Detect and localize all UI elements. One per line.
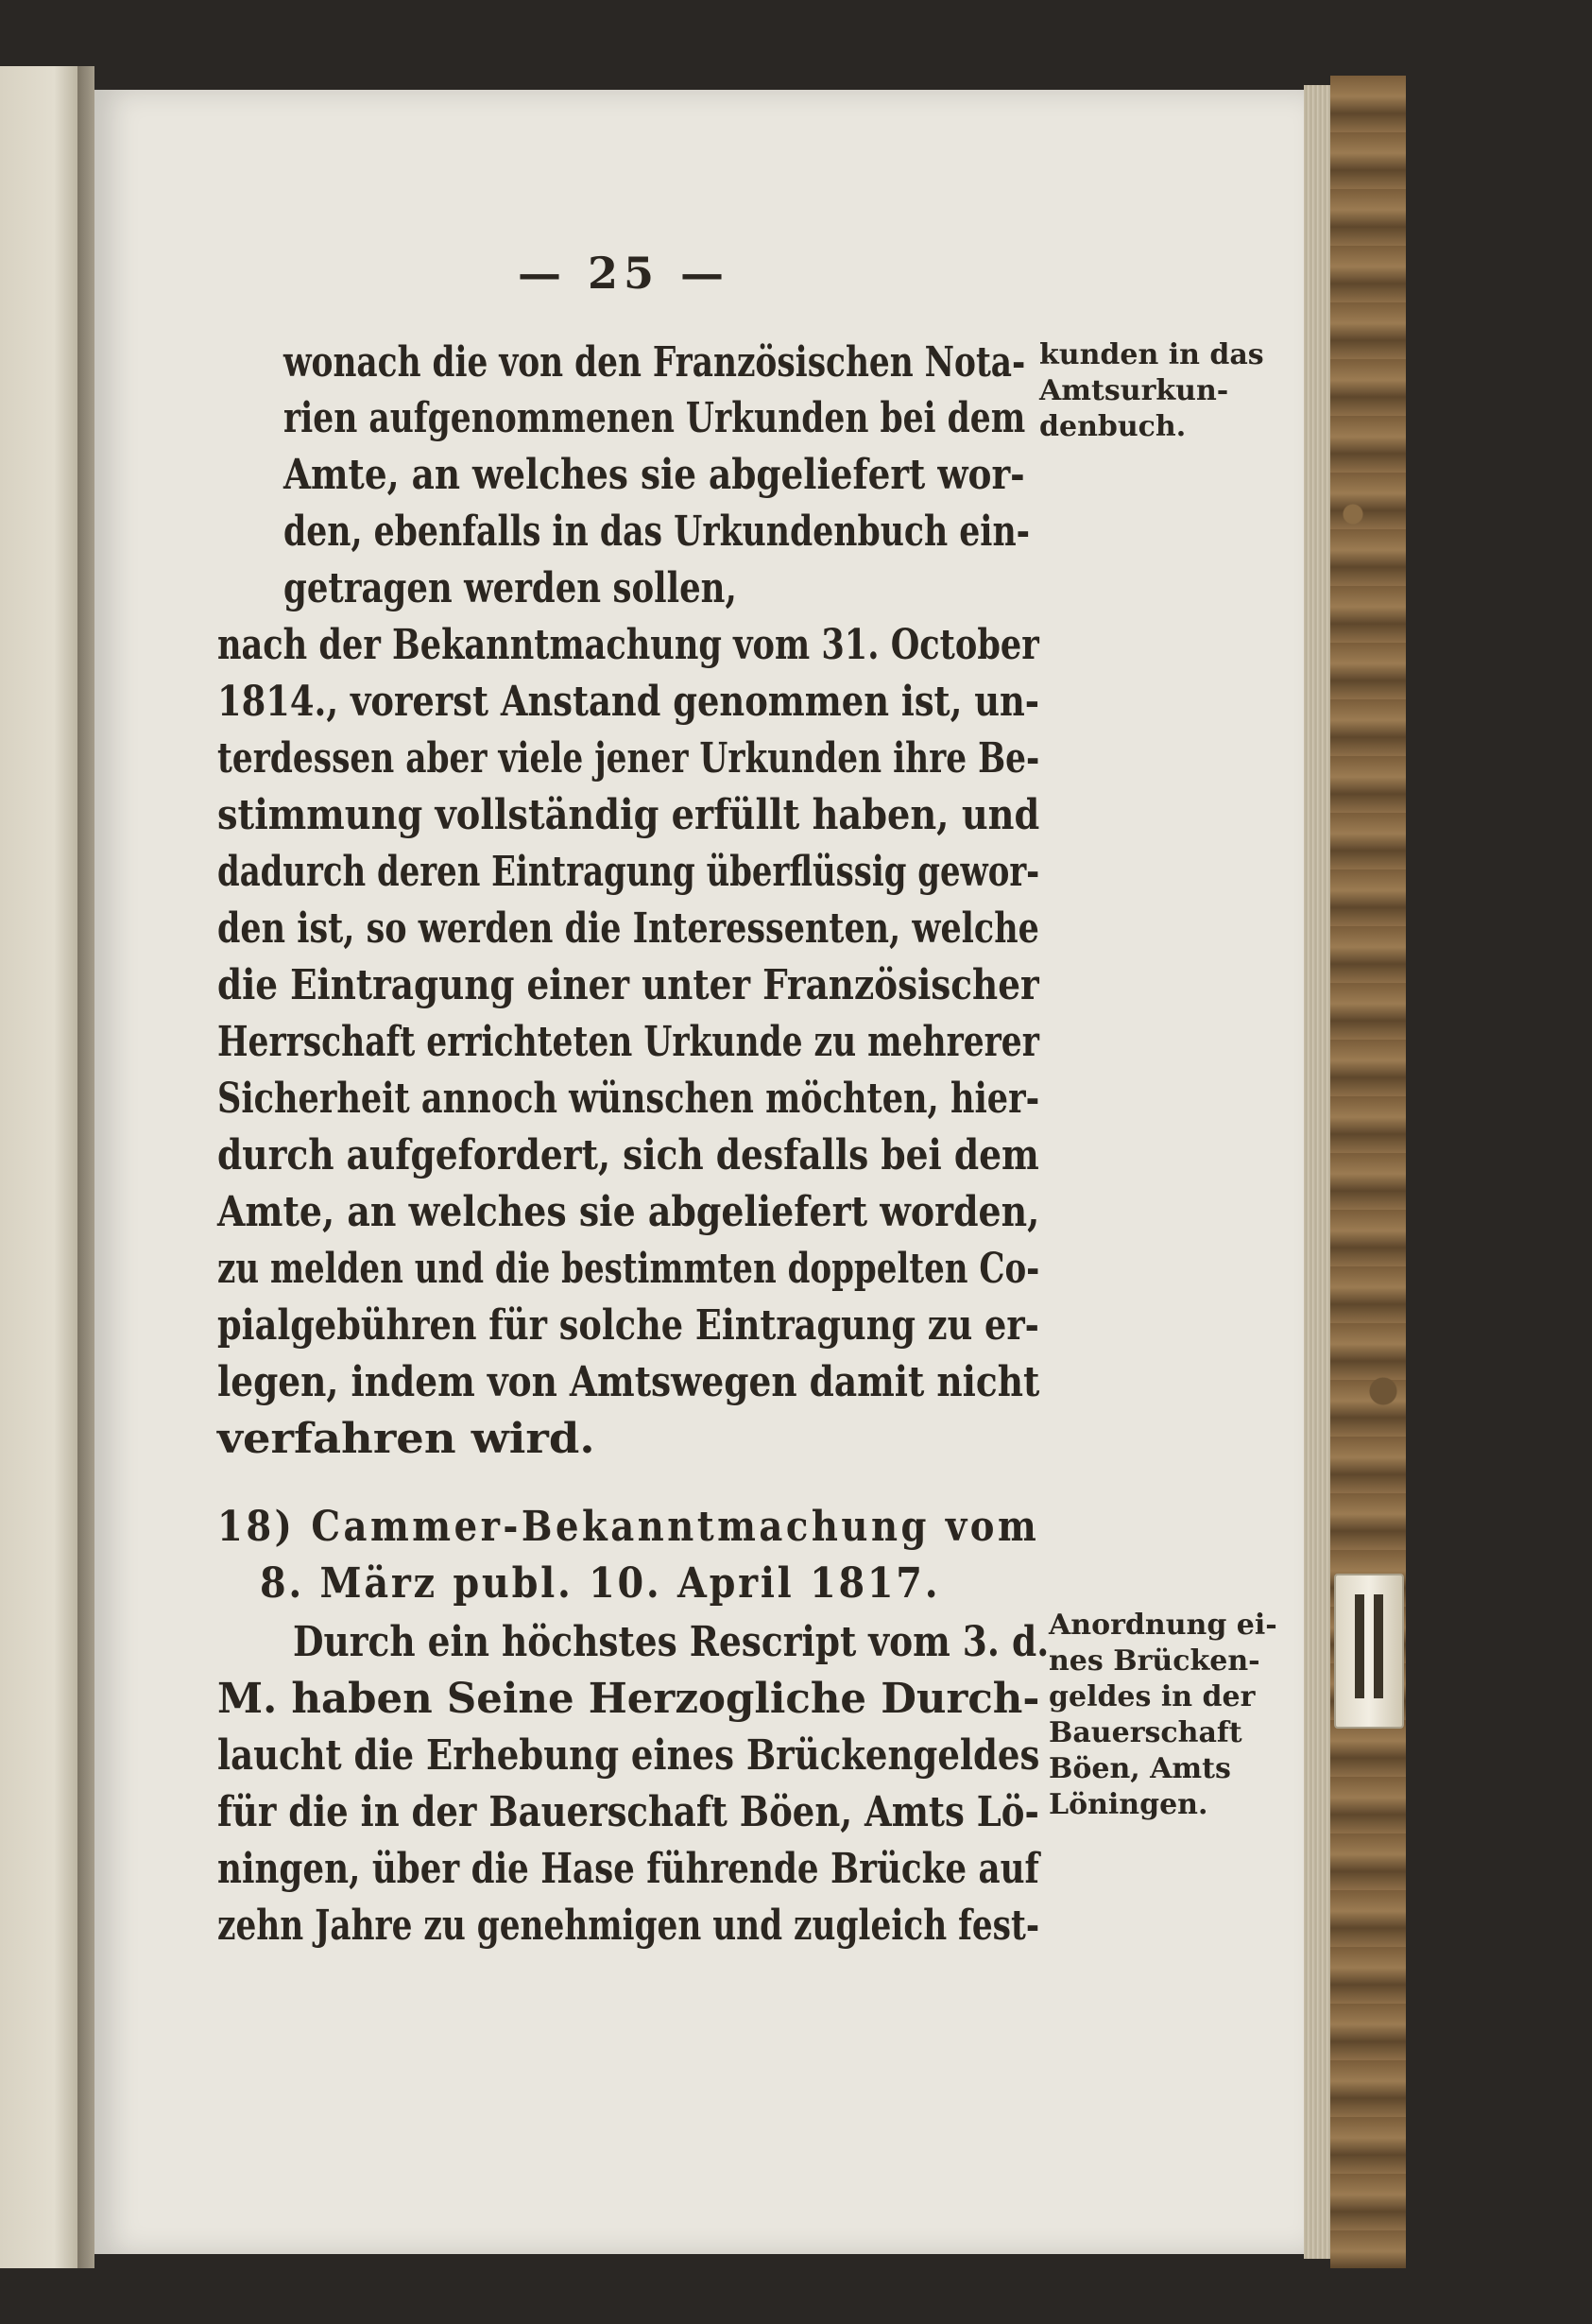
book-cover-edge	[1330, 76, 1406, 2268]
margin-note-line: geldes in der	[1049, 1680, 1256, 1713]
body-line: für die in der Bauerschaft Böen, Amts Lö-	[217, 1788, 1039, 1836]
page-number: — 25 —	[517, 248, 730, 299]
body-line: den, ebenfalls in das Urkundenbuch ein-	[283, 508, 1031, 556]
margin-note-line: kunden in das	[1039, 338, 1264, 371]
body-line: nach der Bekanntmachung vom 31. October	[217, 621, 1039, 669]
body-line: den ist, so werden die Interessenten, welche	[217, 904, 1039, 953]
body-line: Amte, an welches sie abgeliefert worden,	[217, 1188, 1040, 1236]
bookmark-tab	[1334, 1574, 1404, 1729]
body-line: ningen, über die Hase führende Brücke auf	[217, 1845, 1039, 1893]
body-line: laucht die Erhebung eines Brückengeldes	[217, 1731, 1040, 1780]
margin-note-line: Anordnung ei-	[1049, 1609, 1277, 1642]
body-line: 1814., vorerst Anstand genommen ist, un-	[217, 678, 1040, 726]
left-page-edge	[0, 66, 77, 2268]
body-line: dadurch deren Eintragung überflüssig gewor-	[217, 848, 1040, 896]
section-heading: 18) Cammer-Bekanntmachung vom	[217, 1503, 1040, 1551]
body-line: M. haben Seine Herzogliche Durch-	[217, 1675, 1040, 1723]
body-line: zu melden und die bestimmten doppelten Co-	[217, 1245, 1040, 1293]
margin-note-line: denbuch.	[1039, 410, 1187, 443]
body-line: rien aufgenommenen Urkunden bei dem	[283, 394, 1026, 442]
body-line: wonach die von den Französischen Nota-	[283, 338, 1026, 387]
body-line: Herrschaft errichteten Urkunde zu mehrerer	[217, 1018, 1039, 1066]
body-line: terdessen aber viele jener Urkunden ihre Be-	[217, 734, 1040, 783]
body-line: Durch ein höchstes Rescript vom 3. d.	[293, 1618, 1050, 1666]
body-line: Amte, an welches sie abgeliefert wor-	[283, 451, 1025, 499]
book-gutter	[77, 66, 94, 2268]
body-line: zehn Jahre zu genehmigen und zugleich fest-	[217, 1902, 1040, 1950]
margin-note-line: Bauerschaft	[1049, 1716, 1242, 1749]
page-edges	[1304, 85, 1330, 2259]
margin-note-line: Löningen.	[1049, 1788, 1208, 1821]
body-line: getragen werden sollen,	[283, 564, 737, 612]
margin-note-line: Böen, Amts	[1049, 1752, 1231, 1785]
margin-note-line: nes Brücken-	[1049, 1644, 1260, 1678]
body-line: legen, indem von Amtswegen damit nicht	[217, 1358, 1040, 1406]
body-line: verfahren wird.	[217, 1415, 595, 1463]
body-line: pialgebühren für solche Eintragung zu er-	[217, 1301, 1039, 1350]
body-line: die Eintragung einer unter Französischer	[217, 961, 1039, 1009]
body-line: durch aufgefordert, sich desfalls bei dem	[217, 1131, 1039, 1179]
body-line: stimmung vollständig erfüllt haben, und	[217, 791, 1040, 839]
body-line: Sicherheit annoch wünschen möchten, hier-	[217, 1075, 1040, 1123]
margin-note-line: Amtsurkun-	[1039, 374, 1229, 407]
section-heading-date: 8. März publ. 10. April 1817.	[260, 1559, 941, 1608]
